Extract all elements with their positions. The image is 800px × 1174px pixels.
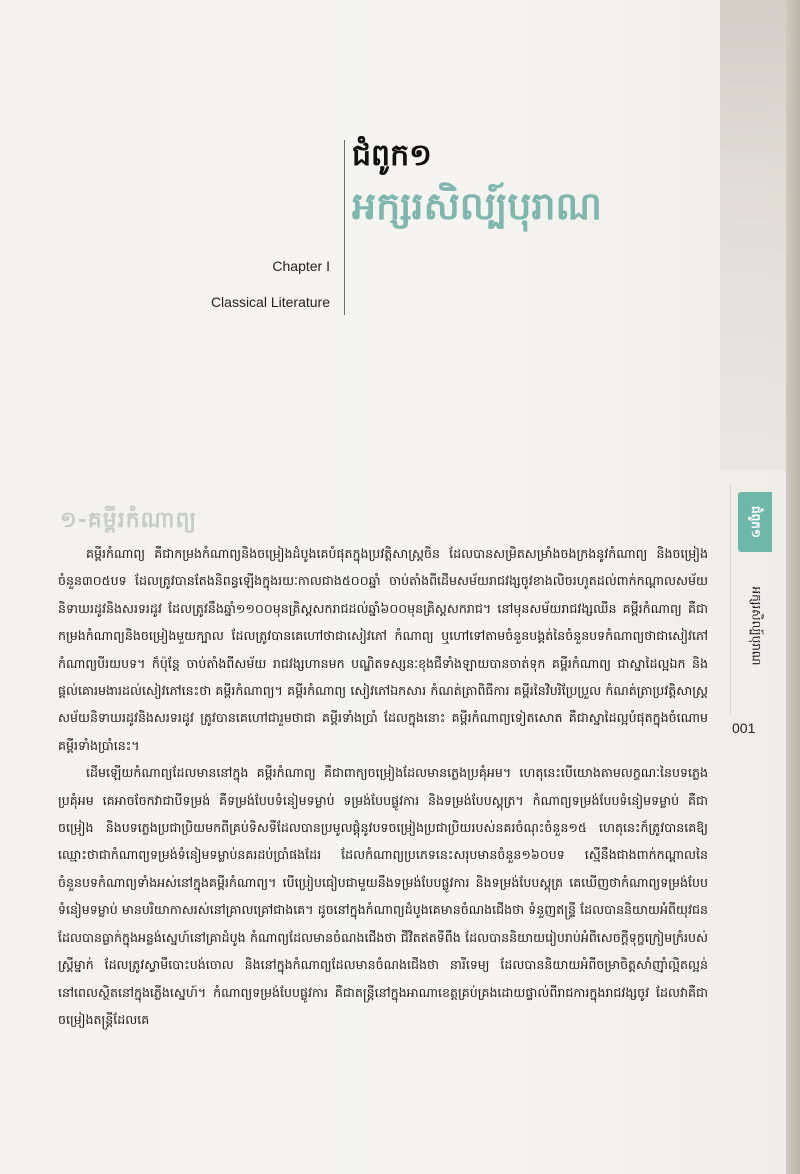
chapter-tab-label: ជំពូក១ [749,506,763,538]
section-heading: ១-គម្ពីរកំណាព្យ [60,508,198,533]
chapter-header [352,138,602,232]
chapter-label-english: Chapter I [272,258,330,274]
body-text [58,540,708,1033]
running-title-label: អក្សរសិល្ប៍បុរាណ [749,586,763,666]
page-edge [786,0,800,1174]
page-number: 001 [732,720,756,736]
chapter-label-khmer: ជំពូក១ [352,138,432,173]
running-title [738,566,772,686]
chapter-title-english: Classical Literature [210,294,330,310]
paragraph-2: ដើមឡើយកំណាព្យដែលមាននៅក្នុង គម្ពីរកំណាព្យ គឺជាពាក្យចម្រៀងដែលមានភ្លេងប្រគុំអម។ ហេតុនេះបើយោងតាមលក្ខណៈនៃបទភ្លេងប្រគុំអម គេអាចចែកវាជាបីទម្រង់ គឺទម្រង់បែបទំនៀមទម្លាប់ ទម្រង់បែបផ្លូវការ និងទម្រង់បែបស្តុត្រ។ កំណាព្យទម្រង់បែបទំនៀមទម្លាប់ គឺជាចម្រៀង និងបទភ្លេងប្រជាប្រិយមកពីគ្រប់ទិសទីដែលបានប្រមូលផ្តុំនូវបទចម្រៀងប្រជាប្រិយរបស់នគរចំណុះចំនួន១៥ ហេតុនេះក៏ត្រូវបានគេឱ្យឈ្មោះថាជាកំណាព្យទម្រង់ទំនៀមទម្លាប់នគរដប់ប្រាំផងដែរ ដែលកំណាព្យប្រភេទនេះសរុបមានចំនួន១៦០បទ ស្មើនឹងជាងពាក់កណ្តាលនៃចំនួនបទកំណាព្យទាំងអស់នៅក្នុងគម្ពីរកំណាព្យ។ បើប្រៀបធៀបជាមួយនឹងទម្រង់បែបផ្លូវការ និងទម្រង់បែបស្តុត្រ គេឃើញថាកំណាព្យទម្រង់បែបទំនៀមទម្លាប់ មានបរិយាកាសរស់នៅគ្រាលគ្រៅជាងគេ។ ដូចនៅក្នុងកំណាព្យដំបូងគេមានចំណងជើងថា ទំនួញឥន្ទ្រី ដែលបាននិយាយអំពីយុវជនដែលបានធ្លាក់ក្នុងអន្លង់ស្នេហ៍នៅគ្រាដំបូង កំណាព្យដែលមានចំណងជើងថា ជីវិតឥតទីពឹង ដែលបាននិយាយរៀបរាប់អំពីសេចក្តីទុក្ខក្រៀមក្រំរបស់ស្ត្រីម្នាក់ ដែលត្រូវស្វាមីបោះបង់ចោល និងនៅក្នុងកំណាព្យដែលមានចំណងជើងថា នារីទេម្យ ដែលបាននិយាយអំពីចម្រាចិត្តសាំញ៉ាំល្អិតល្អន់នៅពេលស្ថិតនៅក្នុងភ្លើងស្នេហ៍។ កំណាព្យទម្រង់បែបផ្លូវការ គឺជាតន្ត្រីនៅក្នុងអាណាខេត្តគ្រប់គ្រងដោយផ្ទាល់ពីរាជការក្នុងរាជវង្សចូវ ដែលវាគឺជាចម្រៀងតន្ត្រីដែលគេ [58,765,708,1027]
chapter-divider [344,140,345,315]
chapter-title-khmer: អក្សរសិល្ប៍បុរាណ [352,184,602,228]
chapter-tab [738,492,772,552]
side-margin-line [730,484,731,714]
paragraph-1: គម្ពីរកំណាព្យ គឺជាកម្រងកំណាព្យនិងចម្រៀងដំបូងគេបំផុតក្នុងប្រវត្តិសាស្ត្រចិន ដែលបានសម្រិតសម្រាំងចងក្រងនូវកំណាព្យ និងចម្រៀងចំនួន៣០៥បទ ដែលត្រូវបានតែងនិពន្ធឡើងក្នុងរយៈកាលជាង៥០០ឆ្នាំ ចាប់តាំងពីដើមសម័យរាជវង្សចូវខាងលិចរហូតដល់ពាក់កណ្តាលសម័យនិទាឃរដូវនិងសរទរដូវ ដែលត្រូវនឹងឆ្នាំ១១០០មុនគ្រិស្តសករាជដល់ឆ្នាំ៦០០មុនគ្រិស្តសករាជ។ នៅមុនសម័យរាជវង្សឈីន គម្ពីរកំណាព្យ គឺជាកម្រងកំណាព្យនិងចម្រៀងមួយក្បាល ដែលត្រូវបានគេហៅថាជាសៀវភៅ កំណាព្យ ឬហៅទៅតាមចំនួនបង្គត់នៃចំនួនបទកំណាព្យថាជាសៀវភៅ កំណាព្យបីរយបទ។ ក៏ប៉ុន្តែ ចាប់តាំងពីសម័យ រាជវង្សហានមក បណ្ឌិតទស្សនៈខុងជឺទាំងឡាយបានចាត់ទុក គម្ពីរកំណាព្យ ជាស្នាដៃល្អឯក និងផ្តល់គោរមងារដល់សៀវភៅនេះថា គម្ពីរកំណាព្យ។ គម្ពីរកំណាព្យ សៀវភៅឯកសារ កំណត់ត្រាពិធីការ គម្ពីរនៃវិបរិប្រែប្រួល កំណត់ត្រាប្រវត្តិសាស្ត្រសម័យនិទាឃរដូវនិងសរទរដូវ ត្រូវបានគេហៅជារួមថាជា គម្ពីរទាំងប្រាំ ដែលក្នុងនោះ គម្ពីរកំណាព្យទៀតសោត គឺជាស្នាដៃល្អបំផុតក្នុងចំណោមគម្ពីរទាំងប្រាំនេះ។ [58,546,708,753]
